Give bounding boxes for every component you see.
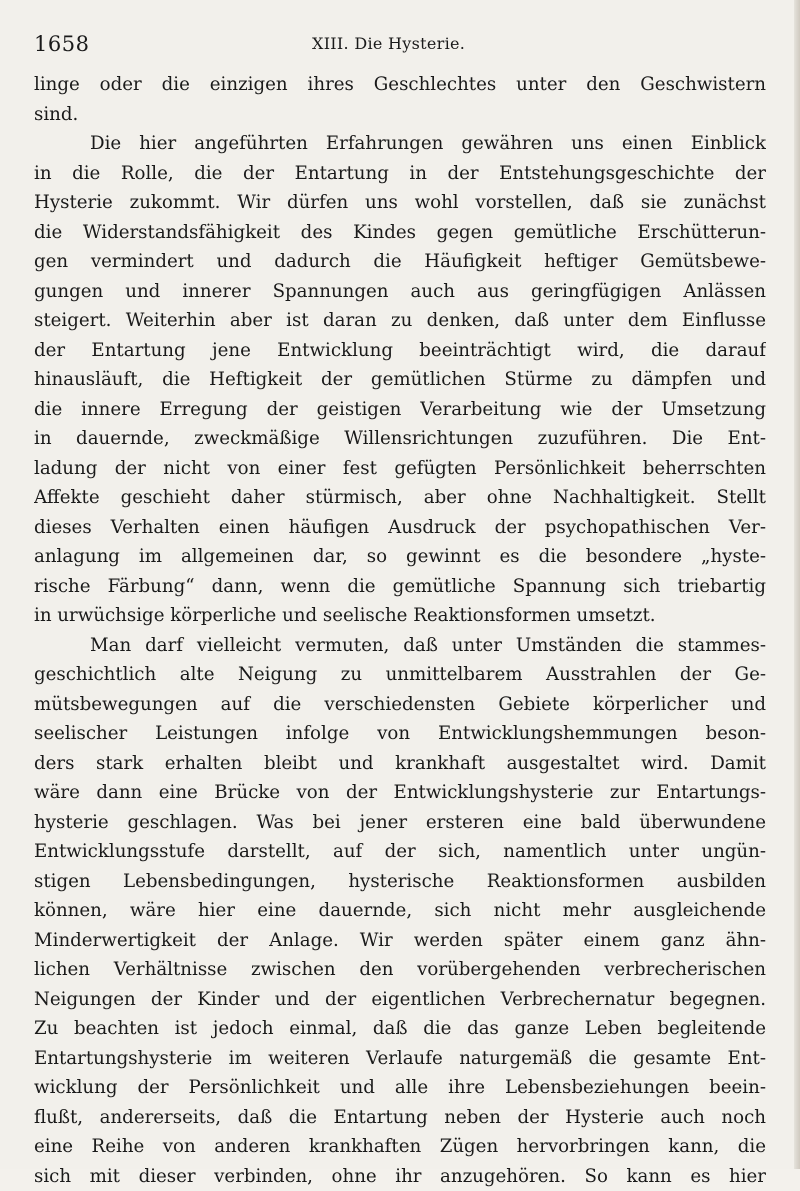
text-line: rische Färbung“ dann, wenn die gemütliche Spannung sich triebartig (34, 572, 766, 602)
text-line: seelischer Leistungen infolge von Entwicklungshemmungen beson- (34, 719, 766, 749)
running-head: XIII. Die Hysterie. (312, 30, 465, 58)
text-line: in dauernde, zweckmäßige Willensrichtungen zuzuführen. Die Ent- (34, 424, 766, 454)
text-line: Neigungen der Kinder und der eigentlichen Verbrechernatur begegnen. (34, 985, 766, 1015)
text-line: der Entartung jene Entwicklung beeinträchtigt wird, die darauf (34, 336, 766, 366)
text-line: Zu beachten ist jedoch einmal, daß die das ganze Leben begleitende (34, 1014, 766, 1044)
text-line: in die Rolle, die der Entartung in der Entstehungsgeschichte der (34, 159, 766, 189)
text-line: in urwüchsige körperliche und seelische Reaktionsformen umsetzt. (34, 601, 766, 631)
text-line: sich mit dieser verbinden, ohne ihr anzugehören. So kann es hier (34, 1162, 766, 1191)
text-line: flußt, andererseits, daß die Entartung neben der Hysterie auch noch (34, 1103, 766, 1133)
page-edge (794, 0, 800, 1169)
text-line: geschichtlich alte Neigung zu unmittelbarem Ausstrahlen der Ge- (34, 660, 766, 690)
text-line: anlagung im allgemeinen dar, so gewinnt es die besondere „hyste- (34, 542, 766, 572)
body-text (34, 70, 766, 1191)
page-number: 1658 (34, 30, 89, 58)
text-line: Die hier angeführten Erfahrungen gewähren uns einen Einblick (34, 129, 766, 159)
text-line: wäre dann eine Brücke von der Entwicklungshysterie zur Entartungs- (34, 778, 766, 808)
text-line: die innere Erregung der geistigen Verarbeitung wie der Umsetzung (34, 395, 766, 425)
text-line: ders stark erhalten bleibt und krankhaft ausgestaltet wird. Damit (34, 749, 766, 779)
text-line: linge oder die einzigen ihres Geschlechtes unter den Geschwistern (34, 70, 766, 100)
text-line: können, wäre hier eine dauernde, sich nicht mehr ausgleichende (34, 896, 766, 926)
text-line: lichen Verhältnisse zwischen den vorübergehenden verbrecherischen (34, 955, 766, 985)
text-line: dieses Verhalten einen häufigen Ausdruck der psychopathischen Ver- (34, 513, 766, 543)
text-line: hysterie geschlagen. Was bei jener ersteren eine bald überwundene (34, 808, 766, 838)
text-line: steigert. Weiterhin aber ist daran zu denken, daß unter dem Einflusse (34, 306, 766, 336)
text-line: Hysterie zukommt. Wir dürfen uns wohl vorstellen, daß sie zunächst (34, 188, 766, 218)
text-line: ladung der nicht von einer fest gefügten Persönlichkeit beherrschten (34, 454, 766, 484)
text-line: wicklung der Persönlichkeit und alle ihre Lebensbeziehungen beein- (34, 1073, 766, 1103)
page-header (34, 30, 764, 58)
text-line: Affekte geschieht daher stürmisch, aber ohne Nachhaltigkeit. Stellt (34, 483, 766, 513)
text-line: stigen Lebensbedingungen, hysterische Reaktionsformen ausbilden (34, 867, 766, 897)
text-line: sind. (34, 100, 766, 130)
text-line: eine Reihe von anderen krankhaften Zügen hervorbringen kann, die (34, 1132, 766, 1162)
text-line: Entwicklungsstufe darstellt, auf der sich, namentlich unter ungün- (34, 837, 766, 867)
text-line: gen vermindert und dadurch die Häufigkeit heftiger Gemütsbewe- (34, 247, 766, 277)
text-line: Man darf vielleicht vermuten, daß unter Umständen die stammes- (34, 631, 766, 661)
text-line: mütsbewegungen auf die verschiedensten Gebiete körperlicher und (34, 690, 766, 720)
text-line: Minderwertigkeit der Anlage. Wir werden später einem ganz ähn- (34, 926, 766, 956)
text-line: die Widerstandsfähigkeit des Kindes gegen gemütliche Erschütterun- (34, 218, 766, 248)
text-line: hinausläuft, die Heftigkeit der gemütlichen Stürme zu dämpfen und (34, 365, 766, 395)
text-line: Entartungshysterie im weiteren Verlaufe naturgemäß die gesamte Ent- (34, 1044, 766, 1074)
text-line: gungen und innerer Spannungen auch aus geringfügigen Anlässen (34, 277, 766, 307)
